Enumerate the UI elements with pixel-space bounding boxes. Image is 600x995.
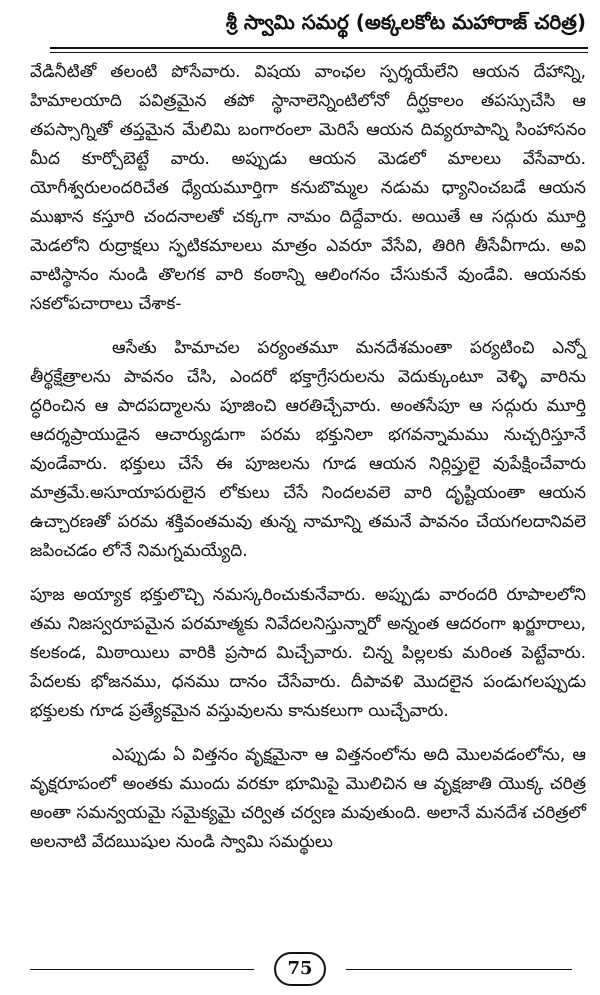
header-rule <box>50 47 588 49</box>
page-number: 75 <box>274 952 326 986</box>
paragraph-3: పూజ అయ్యాక భక్తులొచ్చి నమస్కరించుకునేవారు. అప్పుడు వారందరి రూపాలలోని తమ నిజస్వరూపమైన పరమాత్మకు నివేదలనిస్తున్నారో అన్నంత ఆదరంగా ఖర్జూరాలు, కలకండ, మిఠాయిలు వారికి ప్రసాద మిచ్చేవారు. చిన్న పిల్లలకు మరింత పెట్టేవారు. పేదలకు భోజనము, ధనము దానం చేసేవారు. దీపావళి మొదలైన పండుగలప్పుడు భక్తులకు గూడ ప్రత్యేకమైన వస్తువులను కానుకలుగా యిచ్చేవారు. <box>30 585 586 721</box>
paragraph-2: ఆసేతు హిమాచల పర్యంతమూ మనదేశమంతా పర్యటించి ఎన్నో తీర్థక్షేత్రాలను పావనం చేసి, ఎందరో భక్తాగ్రేసరులను వెదుక్కుంటూ వెళ్ళి వారిను ద్ధరించిన ఆ పాదపద్మాలను పూజించి ఆరతిచ్చేవారు. అంతసేపూ ఆ సద్గురు మూర్తి ఆదర్శప్రాయుడైన ఆచార్యుడుగా పరమ భక్తునిలా భగవన్నామము నుచ్చరిస్తూనే వుండేవారు. భక్తులు చేసే ఈ పూజలను గూడ ఆయన నిర్లిప్తులై వుపేక్షించేవారు మాత్రమే.అసూయాపరులైన లోకులు చేసే నిందలవలె వారి దృష్టియంతా ఆయన ఉచ్చారణతో పరమ శక్తివంతమవు తున్న నామాన్ని తమనే పావనం చేయగలదానివలె జపించడం లోనే నిమగ్నమయ్యేది. <box>30 338 586 561</box>
book-title: శ్రీ స్వామి సమర్థ (అక్కలకోట మహారాజ్ చరిత్ర) <box>225 10 586 34</box>
paragraph-1: వేడినీటితో తలంటి పోసేవారు. విషయ వాంఛల స్పర్శయేలేని ఆయన దేహాన్ని, హిమాలయాది పవిత్రమైన తపో స్థానాలెన్నింటిలోనో దీర్ఘకాలం తపస్సుచేసి ఆ తపస్సాగ్నితో తప్తమైన మేలిమి బంగారంలా మెరిసే ఆయన దివ్యరూపాన్ని సింహాసనం మీద కూర్చోబెట్టే వారు. అప్పుడు ఆయన మెడలో మాలలు వేసేవారు. యోగీశ్వరులందరిచేత ధ్యేయమూర్తిగా కనుబొమ్మల నడుమ ధ్యానించబడే ఆయన ముఖాన కస్తూరి చందనాలతో చక్కగా నామం దిద్దేవారు. అయితే ఆ సద్గురు మూర్తి మెడలోని రుద్రాక్షలు స్ఫటికమాలలు మాత్రం ఎవరూ వేసేవి, తిరిగి తీసేవీగాదు. అవి వాటిస్థానం నుండి తొలగక వారి కంఠాన్ని ఆలింగనం చేసుకునే వుండేవి. ఆయనకు సకలోపచారాలు చేశాక- <box>30 62 586 314</box>
header-rule-thin <box>50 52 588 53</box>
footer-rule-left <box>30 969 254 970</box>
footer-rule-right <box>346 969 572 970</box>
page-header <box>0 0 600 60</box>
paragraph-4: ఎప్పుడు ఏ విత్తనం వృక్షమైనా ఆ విత్తనంలోను అది మొలవడంలోను, ఆ వృక్షరూపంలో అంతకు ముందు వరకూ భూమిపై మొలిచిన ఆ వృక్షజాతి యొక్క చరిత్ర అంతా సమన్వయమై సమైక్యమై చర్విత చర్వణ మవుతుంది. అలానే మనదేశ చరిత్రలో అలనాటి వేదఋషుల నుండి స్వామి సమర్థులు <box>30 745 586 852</box>
page-footer <box>0 952 600 988</box>
page-body <box>30 58 586 857</box>
